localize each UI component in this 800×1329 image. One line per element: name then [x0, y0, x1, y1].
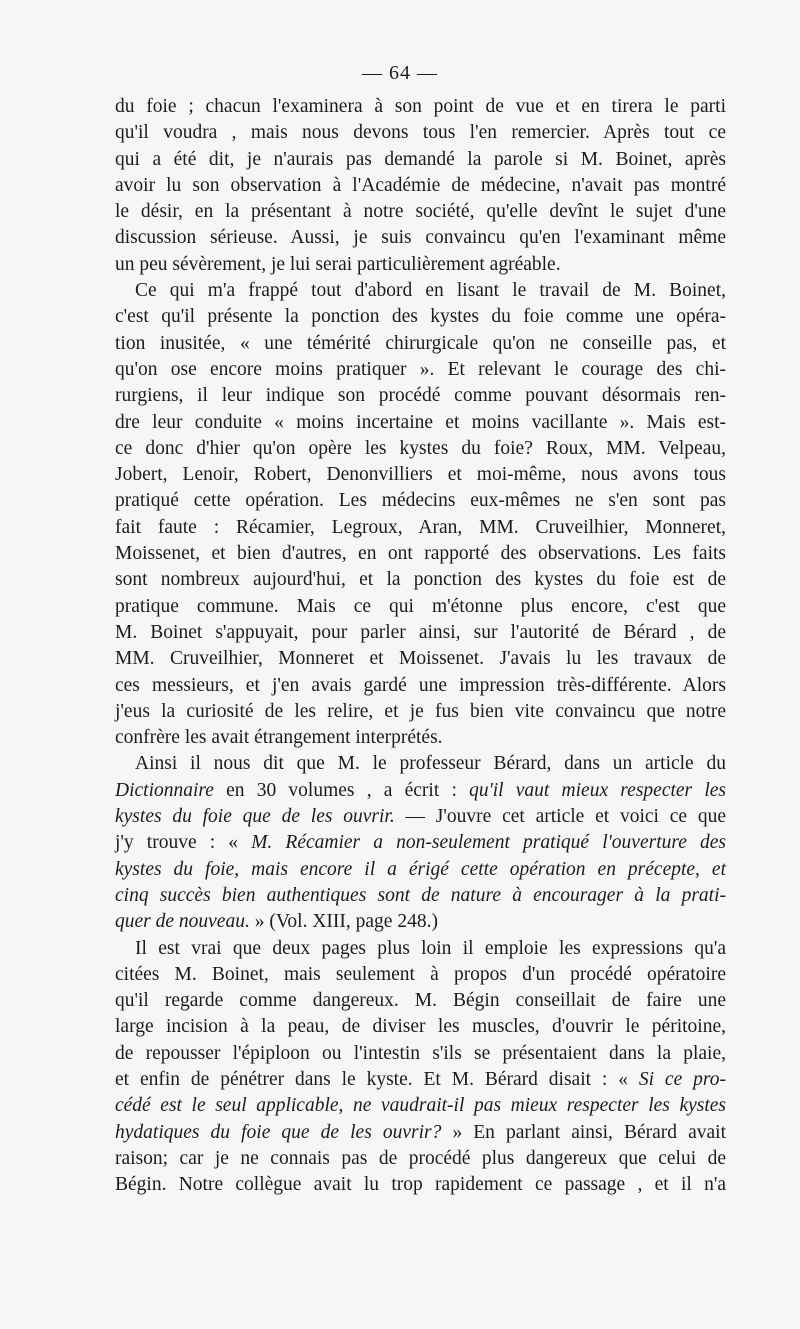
- text-segment: » (Vol. XIII, page 248.): [249, 911, 438, 933]
- text-line: Bégin. Notre collègue avait lu trop rapidement ce passage , et il n'a: [115, 1174, 726, 1196]
- text-line: large incision à la peau, de diviser les muscles, d'ouvrir le péritoine,: [115, 1016, 726, 1038]
- italic-segment: Dictionnaire: [115, 779, 214, 801]
- text-line: [115, 804, 726, 830]
- text-line: rurgiens, il leur indique son procédé comme pouvant désormais ren-: [115, 385, 726, 407]
- text-line: [115, 857, 726, 883]
- italic-segment: cédé est le seul applicable, ne vaudrait-il pas mieux respecter les kystes: [115, 1095, 726, 1117]
- italic-segment: cinq succès bien authentiques sont de nature à encourager à la prati-: [115, 884, 726, 906]
- text-line: [115, 909, 726, 935]
- text-line: qui a été dit, je n'aurais pas demandé la parole si M. Boinet, après: [115, 148, 726, 170]
- italic-segment: M. Récamier a non-seulement pratiqué l'ouverture des: [251, 832, 727, 854]
- text-line: [115, 778, 726, 804]
- text-line: Ainsi il nous dit que M. le professeur Bérard, dans un article du: [135, 753, 726, 775]
- text-segment: en 30 volumes , a écrit :: [213, 779, 470, 801]
- text-line: raison; car je ne connais pas de procédé plus dangereux que celui de: [115, 1147, 726, 1169]
- text-line: citées M. Boinet, mais seulement à propos d'un procédé opératoire: [115, 963, 726, 985]
- text-line: du foie ; chacun l'examinera à son point de vue et en tirera le parti: [115, 96, 726, 117]
- text-line: [115, 1120, 726, 1146]
- italic-segment: Si ce pro-: [638, 1068, 726, 1090]
- text-line: discussion sérieuse. Aussi, je suis convaincu qu'en l'examinant même: [115, 227, 726, 249]
- text-segment: j'y trouve : «: [115, 832, 252, 854]
- text-segment: » En parlant ainsi, Bérard avait: [441, 1121, 726, 1143]
- text-line: M. Boinet s'appuyait, pour parler ainsi, sur l'autorité de Bérard , de: [115, 621, 726, 643]
- text-line: pratique commune. Mais ce qui m'étonne plus encore, c'est que: [115, 595, 726, 617]
- italic-segment: kystes du foie que de les ouvrir.: [115, 806, 395, 828]
- text-line: tion inusitée, « une témérité chirurgicale qu'on ne conseille pas, et: [115, 332, 726, 354]
- text-line: le désir, en la présentant à notre société, qu'elle devînt le sujet d'une: [115, 201, 726, 223]
- italic-segment: hydatiques du foie que de les ouvrir?: [115, 1121, 442, 1143]
- text-line: confrère les avait étrangement interprétés.: [115, 727, 443, 749]
- text-line: [115, 883, 726, 909]
- text-line: ces messieurs, et j'en avais gardé une impression très-différente. Alors: [115, 674, 726, 696]
- page-number: — 64 —: [362, 62, 438, 84]
- text-line: [115, 1093, 726, 1119]
- text-line: MM. Cruveilhier, Monneret et Moissenet. J'avais lu les travaux de: [115, 648, 726, 670]
- text-line: qu'il voudra , mais nous devons tous l'en remercier. Après tout ce: [115, 122, 726, 144]
- text-line: dre leur conduite « moins incertaine et moins vacillante ». Mais est-: [115, 411, 726, 433]
- text-line: fait faute : Récamier, Legroux, Aran, MM. Cruveilhier, Monneret,: [115, 516, 726, 538]
- text-line: c'est qu'il présente la ponction des kystes du foie comme une opéra-: [115, 306, 726, 328]
- text-line: [115, 1067, 726, 1093]
- text-line: qu'on ose encore moins pratiquer ». Et relevant le courage des chi-: [115, 358, 726, 380]
- text-line: Il est vrai que deux pages plus loin il emploie les expressions qu'a: [135, 937, 726, 959]
- text-line: sont nombreux aujourd'hui, et la ponction des kystes du foie est de: [115, 569, 726, 591]
- text-line: un peu sévèrement, je lui serai particulièrement agréable.: [115, 253, 561, 275]
- italic-segment: qu'il vaut mieux respecter les: [469, 779, 726, 801]
- text-line: pratiqué cette opération. Les médecins eux-mêmes ne s'en sont pas: [115, 490, 726, 512]
- text-line: ce donc d'hier qu'on opère les kystes du foie? Roux, MM. Velpeau,: [115, 437, 726, 459]
- text-line: qu'il regarde comme dangereux. M. Bégin conseillait de faire une: [115, 990, 726, 1012]
- text-line: Jobert, Lenoir, Robert, Denonvilliers et moi-même, nous avons tous: [115, 464, 726, 486]
- text-line: de repousser l'épiploon ou l'intestin s'ils se présentaient dans la plaie,: [115, 1042, 726, 1064]
- text-segment: et enfin de pénétrer dans le kyste. Et M. Bérard disait : «: [115, 1068, 639, 1090]
- italic-segment: quer de nouveau.: [115, 911, 250, 933]
- text-line: avoir lu son observation à l'Académie de médecine, n'avait pas montré: [115, 174, 726, 196]
- text-line: Moissenet, et bien d'autres, en ont rapporté des observations. Les faits: [115, 543, 726, 565]
- text-line: [115, 830, 726, 856]
- body-text: [115, 94, 726, 1198]
- text-line: Ce qui m'a frappé tout d'abord en lisant le travail de M. Boinet,: [135, 280, 726, 302]
- text-segment: — J'ouvre cet article et voici ce que: [394, 806, 726, 828]
- italic-segment: kystes du foie, mais encore il a érigé cette opération en précepte, et: [115, 858, 726, 880]
- text-line: j'eus la curiosité de les relire, et je fus bien vite convaincu que notre: [115, 700, 726, 722]
